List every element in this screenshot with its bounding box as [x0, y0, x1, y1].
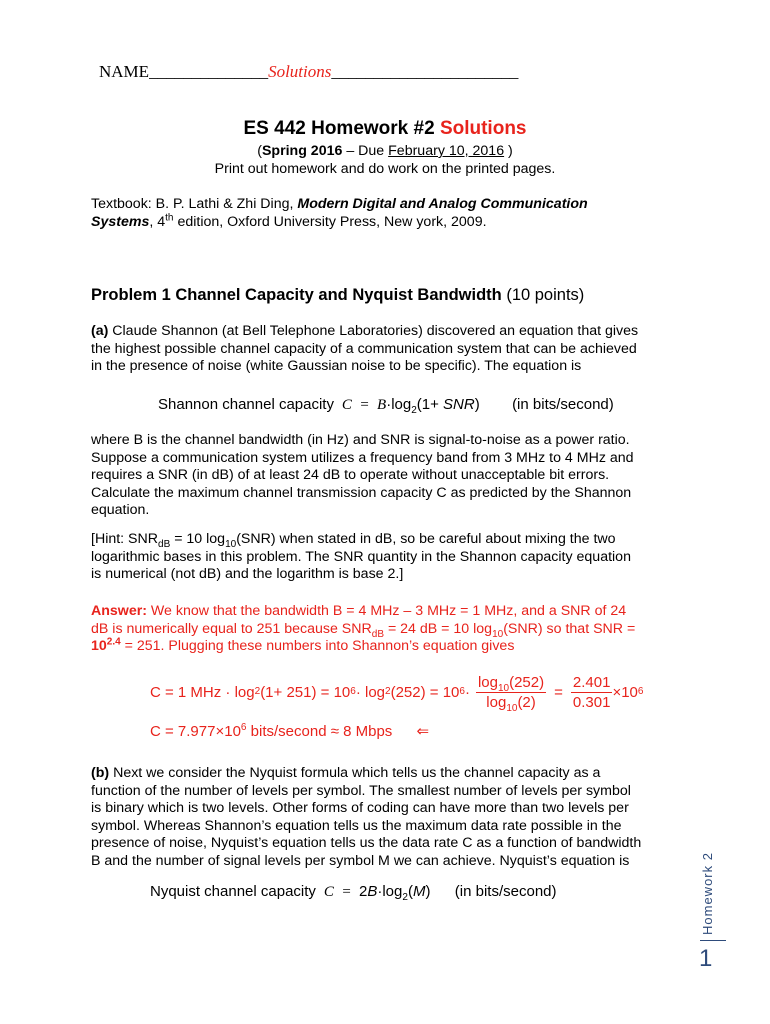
page-title [0, 118, 770, 140]
name-line [99, 62, 518, 82]
shannon-eq-units: (in bits/second) [512, 396, 614, 413]
book-title-line1: Modern Digital and Analog Communication [297, 196, 588, 212]
semester: Spring 2016 [261, 143, 343, 159]
part-b-label: (b) [91, 765, 110, 781]
fraction-log-ratio: $\frac{\log_{10}(252)}{\log_{10}(2)}$ [477, 673, 545, 714]
part-a-label: (a) [91, 323, 109, 339]
title-highlight: Solutions [439, 118, 527, 139]
page-number: 1 [699, 945, 713, 972]
textbook-reference: Textbook: B. P. Lathi & Zhi Ding, Modern Digital and Analog Communication Systems, 4th edition, Oxford University Press, New york, 2009. [91, 196, 588, 230]
name-label: NAME [99, 62, 150, 81]
calc-equation-2: $C = 7.977\times 10^6$ bits/second ≈ 8 Mbps ⇐ [150, 722, 430, 740]
nyquist-eq-units: (in bits/second) [454, 883, 557, 900]
textbook-rest: edition, Oxford University Press, New york, 2009. [173, 213, 487, 230]
part-b-text: (b) Next we consider the Nyquist formula which tells us the channel capacity as a function of the number of levels per symbol. The smallest number of levels per symbol is binary which is two levels. Other forms of coding can have more than two levels per symbol. Whereas Shannon’s equation tells us the maximum data rate possible in the presence of noise, Nyquist’s equation tells us the data rate C as a function of bandwidth B and the number of signal levels per symbol M we can achieve. Nyquist’s equation is [91, 765, 642, 869]
nyquist-equation: Nyquist channel capacity $C = 2B\cdot\log_2(M)$ (in bits/second) [150, 883, 557, 903]
shannon-equation: Shannon channel capacity $C = B\cdot\log_2(1+ SNR)$ (in bits/second) [158, 396, 614, 416]
book-title-line2: Systems [91, 213, 150, 230]
margin-divider [700, 940, 726, 941]
due-line: (Spring 2016 – Due February 10, 2016 ) [257, 143, 513, 159]
problem-title: Problem 1 Channel Capacity and Nyquist Bandwidth [91, 286, 502, 304]
hint-paragraph: [Hint: $SNR_{dB} = 10$ $\log_{10}(SNR)$ when stated in dB, so be careful about mixing the two logarithmic bases in this problem. The SNR quantity in the Shannon capacity equation is numerical (not dB) and the logarithm is base 2.] [91, 531, 631, 583]
nyquist-eq-label: Nyquist channel capacity [150, 883, 316, 900]
title-main: ES 442 Homework #2 [243, 118, 435, 139]
due-prefix: – Due [346, 143, 385, 159]
side-label: Homework 2 [700, 852, 715, 935]
fraction-numeric: $\frac{2.401}{0.301}$ [572, 673, 611, 711]
name-blank-right: ______________________ [331, 62, 519, 81]
where-paragraph: where B is the channel bandwidth (in Hz) and SNR is signal-to-noise as a power ratio. Suppose a communication system utilizes a frequency band from 3 MHz to 4 MHz and requires a SNR (in dB) of at least 24 dB to operate without unacceptable bit errors. Calculate the maximum channel transmission capacity C as predicted by the Shannon equation. [91, 432, 634, 519]
calc-equation-1: C = 1 MHz · log 2 (1+ 251) = 10 6 · log 2 (252) = 10 6 · $\frac{\log_{10}(252)}{\log_{10}(2)}$ = $\frac{2.401}{0.301}$ ×10 6 [150, 673, 644, 714]
textbook-prefix: Textbook: B. P. Lathi & Zhi Ding, [91, 196, 294, 212]
name-blank-left: ______________ [149, 62, 269, 81]
name-value: Solutions [268, 62, 332, 81]
part-a-text: (a) Claude Shannon (at Bell Telephone Laboratories) discovered an equation that gives the highest possible channel capacity of a communication system that can be achieved in the presence of noise (white Gaussian noise to be specific). The equation is [91, 323, 639, 375]
shannon-eq-label: Shannon channel capacity [158, 396, 334, 413]
problem-heading [91, 286, 584, 305]
instruction: Print out homework and do work on the printed pages. [214, 161, 556, 177]
problem-points: (10 points) [506, 286, 585, 304]
due-date: February 10, 2016 [388, 143, 505, 159]
answer-label: Answer: [91, 603, 147, 619]
answer-paragraph: Answer: We know that the bandwidth B = 4 MHz – 3 MHz = 1 MHz, and a SNR of 24 dB is numerically equal to 251 because $SNR_{dB} = 24$ dB = 10 $\log_{10}(SNR)$ so that SNR = $10^{2.4} = 251$. Plugging these numbers into Shannon’s equation gives [91, 603, 636, 655]
result-arrow-icon: ⇐ [416, 723, 430, 740]
